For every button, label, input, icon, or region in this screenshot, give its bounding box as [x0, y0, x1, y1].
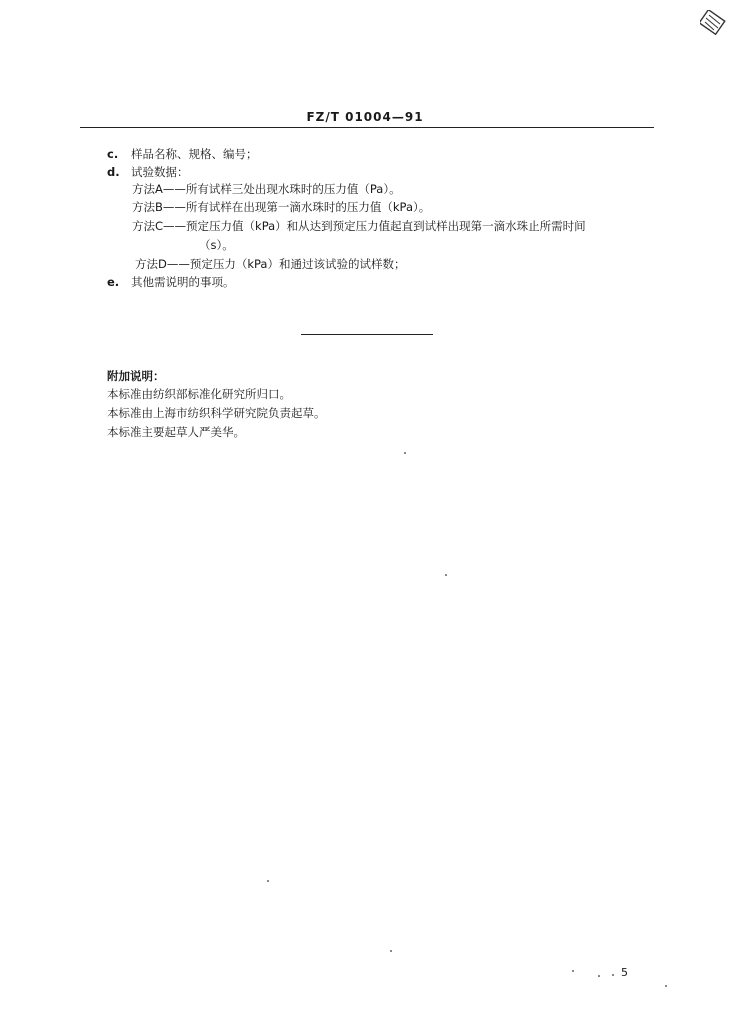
scan-speck: [665, 985, 667, 987]
scan-speck: [445, 574, 447, 576]
list-item-d-text: 试验数据：: [131, 165, 189, 179]
notes-line-2: 本标准由上海市纺织科学研究院负责起草。: [107, 406, 326, 420]
page-number: 5: [621, 966, 628, 979]
list-item-e-text: 其他需说明的事项。: [131, 275, 235, 289]
list-item-c: [107, 147, 258, 161]
section-divider: [301, 334, 433, 335]
header-divider: [80, 127, 654, 128]
corner-stamp-icon: [700, 10, 726, 36]
list-item-e: [107, 275, 235, 289]
scan-speck: [267, 880, 269, 882]
standard-code-header: FZ/T 01004—91: [306, 110, 424, 124]
method-c-line: 方法C——预定压力值（kPa）和从达到预定压力值起直到试样出现第一滴水珠止所需时间: [132, 219, 586, 233]
notes-heading: 附加说明：: [107, 369, 165, 383]
notes-line-1: 本标准由纺织部标准化研究所归口。: [107, 387, 291, 401]
method-d-line: 方法D——预定压力（kPa）和通过该试验的试样数；: [135, 257, 406, 271]
method-b-line: 方法B——所有试样在出现第一滴水珠时的压力值（kPa）。: [132, 200, 431, 214]
scan-speck: [390, 950, 392, 952]
method-a-line: 方法A——所有试样三处出现水珠时的压力值（Pa）。: [132, 182, 401, 196]
list-item-c-text: 样品名称、规格、编号；: [131, 147, 258, 161]
scan-speck: [572, 970, 574, 972]
notes-line-3: 本标准主要起草人严美华。: [107, 425, 245, 439]
list-marker-e: e.: [107, 275, 120, 289]
list-marker-d: d.: [107, 165, 120, 179]
list-item-d: [107, 165, 189, 179]
list-marker-c: c.: [107, 147, 119, 161]
scan-speck: [612, 974, 614, 976]
method-c-continuation: （s）。: [199, 238, 234, 252]
scan-speck: [404, 452, 406, 454]
scan-speck: [598, 975, 600, 977]
